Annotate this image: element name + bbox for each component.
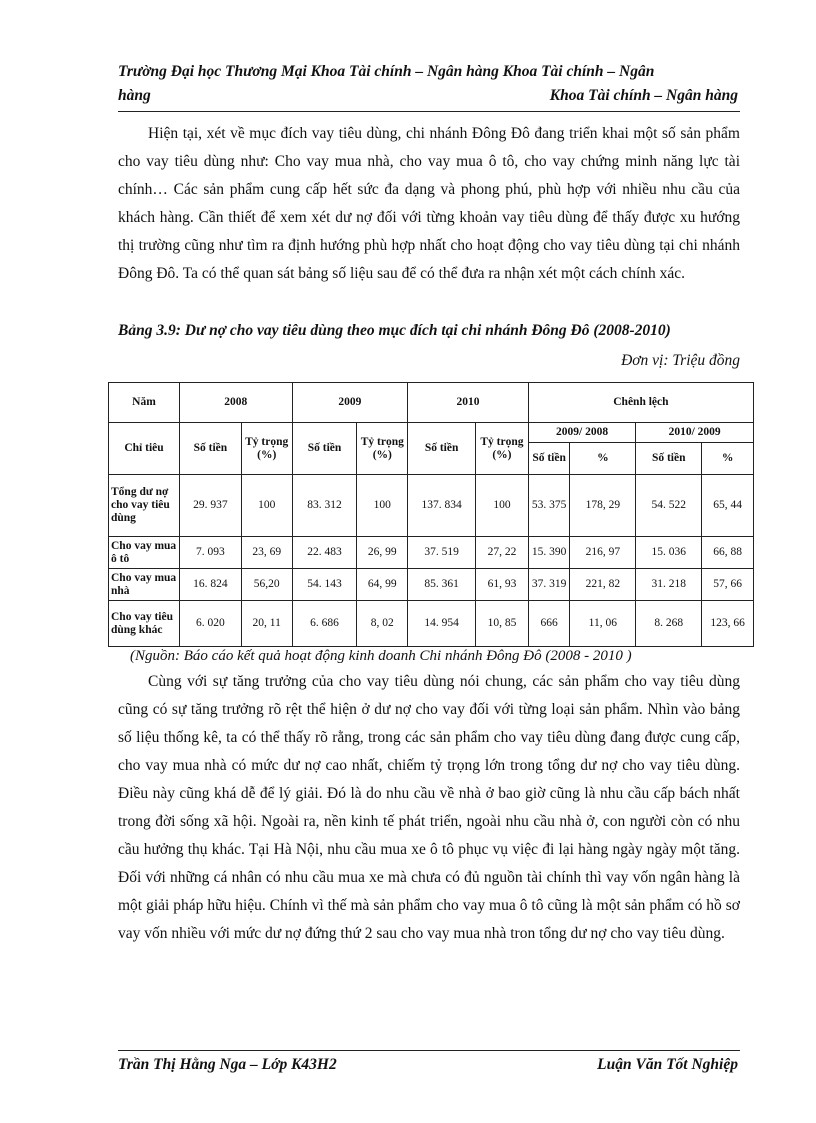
header-continuation: hàng (118, 87, 151, 104)
cell: 26, 99 (357, 537, 408, 569)
indicator-label: Chỉ tiêu (109, 423, 180, 475)
cell: 56,20 (241, 569, 292, 601)
cell: 64, 99 (357, 569, 408, 601)
table-caption: Bảng 3.9: Dư nợ cho vay tiêu dùng theo mục đích tại chi nhánh Đông Đô (2008-2010) (118, 322, 671, 339)
share-2009-header: Tỷ trọng (%) (357, 423, 408, 475)
diff1-percent-header: % (570, 443, 636, 475)
year-label: Năm (109, 383, 180, 423)
table-row (109, 601, 754, 647)
cell: 100 (241, 475, 292, 537)
intro-paragraph: Hiện tại, xét về mục đích vay tiêu dùng, chi nhánh Đông Đô đang triển khai một số sản phẩm cho vay tiêu dùng như: Cho vay mua nhà, cho vay mua ô tô, cho vay chứng minh năng lực tài chính… Các sản phẩm cung cấp hết sức đa dạng và phong phú, phù hợp với nhiều nhu cầu của khách hàng. Cần thiết để xem xét dư nợ đối với từng khoản vay tiêu dùng để thấy được xu hướng thị trường cũng như tìm ra định hướng phù hợp nhất cho hoạt động cho vay tiêu dùng tại chi nhánh Đông Đô. Ta có thể quan sát bảng số liệu sau để có thể đưa ra nhận xét một cách chính xác. (118, 125, 740, 282)
analysis-paragraph: Cùng với sự tăng trưởng của cho vay tiêu dùng nói chung, các sản phẩm cho vay tiêu dùng cũng có sự tăng trưởng rõ rệt thể hiện ở dư nợ cho vay đối với từng loại sản phẩm. Nhìn vào bảng số liệu thống kê, ta có thể thấy rõ rằng, trong các sản phẩm cho vay tiêu dùng đang được cung cấp, cho vay mua nhà có mức dư nợ cao nhất, chiếm tỷ trọng lớn trong tổng dư nợ cho vay tiêu dùng. Điều này cũng khá dễ để lý giải. Đó là do nhu cầu về nhà ở bao giờ cũng là nhu cầu cấp bách nhất trong đời sống xã hội. Ngoài ra, nền kinh tế phát triển, ngoài nhu cầu nhà ở, con người còn có nhu cầu hưởng thụ khác. Tại Hà Nội, nhu cầu mua xe ô tô phục vụ việc đi lại hàng ngày ngày một tăng. Đối với những cá nhân có nhu cầu mua xe mà chưa có đủ nguồn tài chính thì vay vốn ngân hàng là một giải pháp hữu hiệu. Chính vì thế mà sản phẩm cho vay mua ô tô cũng là một sản phẩm có hồ sơ vay vốn nhiều với mức dư nợ đứng thứ 2 sau cho vay mua nhà tron tổng dư nợ cho vay tiêu dùng. (118, 673, 740, 942)
year-2008: 2008 (179, 383, 292, 423)
cell: 61, 93 (476, 569, 529, 601)
cell: 85. 361 (408, 569, 476, 601)
cell: 54. 522 (636, 475, 702, 537)
cell: 83. 312 (292, 475, 357, 537)
cell: 8, 02 (357, 601, 408, 647)
cell: 6. 020 (179, 601, 241, 647)
cell: 20, 11 (241, 601, 292, 647)
diff2-percent-header: % (702, 443, 754, 475)
table-row (109, 475, 754, 537)
header-divider (118, 111, 740, 112)
cell: 57, 66 (702, 569, 754, 601)
cell: 31. 218 (636, 569, 702, 601)
cell: 37. 319 (528, 569, 570, 601)
cell: 27, 22 (476, 537, 529, 569)
header-institution: Trường Đại học Thương Mại Khoa Tài chính – Ngân hàng Khoa Tài chính – Ngân (118, 63, 655, 80)
cell: 66, 88 (702, 537, 754, 569)
cell: 666 (528, 601, 570, 647)
cell: 7. 093 (179, 537, 241, 569)
cell: 37. 519 (408, 537, 476, 569)
cell: 14. 954 (408, 601, 476, 647)
diff2-amount-header: Số tiền (636, 443, 702, 475)
cell: 10, 85 (476, 601, 529, 647)
difference-label: Chênh lệch (528, 383, 753, 423)
table-source: (Nguồn: Báo cáo kết quả hoạt động kinh doanh Chi nhánh Đông Đô (2008 - 2010 ) (130, 648, 632, 664)
diff-2010-2009-header: 2010/ 2009 (636, 423, 754, 443)
cell: 137. 834 (408, 475, 476, 537)
cell: 178, 29 (570, 475, 636, 537)
cell: 6. 686 (292, 601, 357, 647)
cell: 100 (357, 475, 408, 537)
table-row (109, 537, 754, 569)
amount-2008-header: Số tiền (179, 423, 241, 475)
cell: 53. 375 (528, 475, 570, 537)
footer-thesis-label: Luận Văn Tốt Nghiệp (597, 1056, 738, 1073)
cell: 11, 06 (570, 601, 636, 647)
share-2010-header: Tỷ trọng (%) (476, 423, 529, 475)
cell: 15. 036 (636, 537, 702, 569)
year-2009: 2009 (292, 383, 408, 423)
cell: 216, 97 (570, 537, 636, 569)
cell: 221, 82 (570, 569, 636, 601)
cell: 8. 268 (636, 601, 702, 647)
header-faculty: Khoa Tài chính – Ngân hàng (549, 87, 738, 104)
row-label: Cho vay tiêu dùng khác (109, 601, 180, 647)
row-label: Cho vay mua ô tô (109, 537, 180, 569)
row-label: Cho vay mua nhà (109, 569, 180, 601)
cell: 65, 44 (702, 475, 754, 537)
year-2010: 2010 (408, 383, 529, 423)
table-unit: Đơn vị: Triệu đồng (621, 352, 740, 369)
table-row (109, 569, 754, 601)
amount-2010-header: Số tiền (408, 423, 476, 475)
cell: 16. 824 (179, 569, 241, 601)
share-2008-header: Tỷ trọng (%) (241, 423, 292, 475)
cell: 29. 937 (179, 475, 241, 537)
footer-author: Trần Thị Hằng Nga – Lớp K43H2 (118, 1056, 337, 1073)
cell: 15. 390 (528, 537, 570, 569)
loan-purpose-table (108, 382, 754, 647)
diff1-amount-header: Số tiền (528, 443, 570, 475)
cell: 22. 483 (292, 537, 357, 569)
cell: 123, 66 (702, 601, 754, 647)
table-header-row-sub (109, 423, 754, 443)
diff-2009-2008-header: 2009/ 2008 (528, 423, 635, 443)
table-header-row-years (109, 383, 754, 423)
cell: 23, 69 (241, 537, 292, 569)
row-label: Tổng dư nợ cho vay tiêu dùng (109, 475, 180, 537)
amount-2009-header: Số tiền (292, 423, 357, 475)
cell: 100 (476, 475, 529, 537)
cell: 54. 143 (292, 569, 357, 601)
footer-divider (118, 1050, 740, 1051)
